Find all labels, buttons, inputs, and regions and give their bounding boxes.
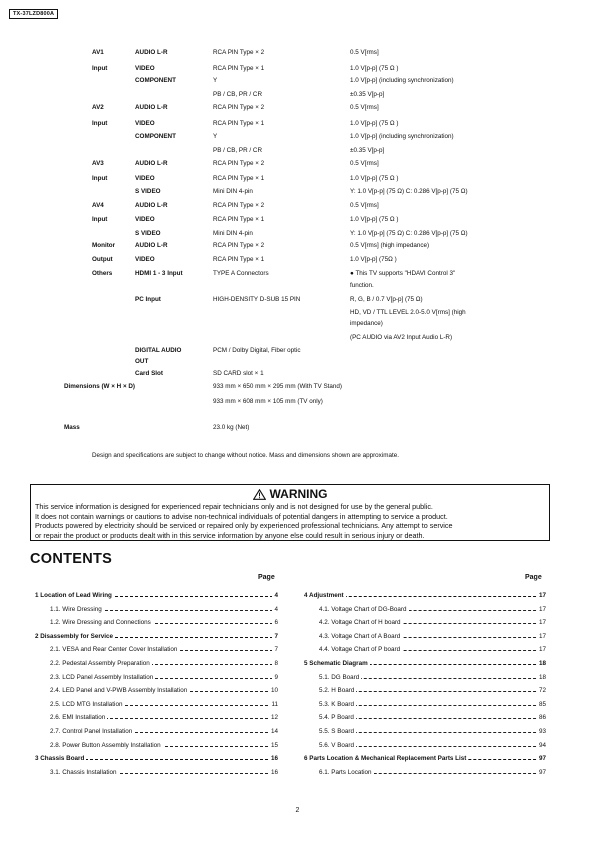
spec-group: Input [92, 120, 108, 127]
toc-entry[interactable] [50, 659, 278, 669]
spec-type: RCA PIN Type × 1 [213, 175, 265, 182]
toc-entry-title: 2.8. Power Button Assembly Installation [50, 741, 161, 749]
toc-entry-page: 12 [270, 714, 278, 722]
page-column-label-right: Page [525, 574, 542, 581]
spec-type: Mini DIN 4-pin [213, 230, 253, 237]
spec-value: 1.0 V[p-p] (including synchronization) [350, 133, 454, 140]
spec-item: VIDEO [135, 256, 155, 263]
toc-entry-title: 5.4. P Board [319, 714, 354, 722]
toc-entry-title: 1.2. Wire Dressing and Connections [50, 619, 151, 627]
spec-group: Output [92, 256, 113, 263]
spec-value: 0.5 V[rms] (high impedance) [350, 242, 430, 249]
toc-entry[interactable] [50, 618, 278, 628]
spec-value: 1.0 V[p-p] (75 Ω ) [350, 216, 399, 223]
toc-entry[interactable] [319, 632, 546, 642]
spec-group: Input [92, 216, 108, 223]
page-column-label-left: Page [258, 574, 275, 581]
toc-entry-page: 17 [538, 646, 546, 654]
toc-entry[interactable] [50, 768, 278, 778]
toc-entry[interactable] [50, 741, 278, 751]
spec-item: VIDEO [135, 120, 155, 127]
toc-entry-title: 5.2. H Board [319, 687, 355, 695]
toc-entry-page: 7 [274, 646, 278, 654]
toc-entry[interactable] [50, 713, 278, 723]
toc-entry-title: 4.4. Voltage Chart of P board [319, 646, 401, 654]
toc-entry[interactable] [319, 673, 546, 683]
toc-entry-title: 4 Adjustment [304, 592, 344, 599]
warning-title [31, 487, 549, 501]
toc-entry[interactable] [35, 632, 278, 642]
page-number: 2 [295, 807, 300, 814]
toc-entry[interactable] [50, 673, 278, 683]
spec-type: PB / CB, PR / CR [213, 91, 262, 98]
toc-entry-page: 16 [270, 755, 278, 763]
spec-item: AUDIO L-R [135, 202, 168, 209]
toc-entry-page: 8 [274, 660, 278, 667]
toc-entry-page: 9 [274, 673, 278, 681]
dimensions-value: 933 mm × 608 mm × 105 mm (TV only) [213, 398, 323, 405]
spec-value: ±0.35 V[p-p] [350, 91, 385, 98]
toc-entry[interactable] [319, 741, 546, 751]
warning-text [35, 502, 547, 540]
toc-entry-page: 14 [270, 728, 278, 735]
toc-entry-title: 2 Disassembly for Service [35, 632, 114, 640]
dimensions-label: Dimensions (W × H × D) [64, 383, 136, 390]
contents-heading: CONTENTS [30, 551, 113, 567]
warning-line: or repair the product or products dealt with in this service information by anyone else could result in serious injury or death. [35, 530, 425, 540]
toc-entry-title: 5.6. V Board [319, 741, 355, 749]
spec-value: 0.5 V[rms] [350, 160, 379, 167]
warning-line: It does not contain warnings or cautions to advise non-technical individuals of potential dangers in attempting to service a product. [35, 511, 448, 521]
toc-entry-title: 6 Parts Location & Mechanical Replacement Parts List [304, 755, 467, 763]
spec-type: RCA PIN Type × 1 [213, 65, 265, 72]
toc-entry[interactable] [35, 754, 278, 764]
spec-type: RCA PIN Type × 1 [213, 120, 265, 127]
spec-item: VIDEO [135, 216, 155, 223]
spec-type: RCA PIN Type × 2 [213, 49, 265, 56]
toc-entry-page: 15 [270, 741, 278, 749]
spec-value: function. [350, 282, 374, 289]
spec-type: RCA PIN Type × 2 [213, 104, 265, 111]
toc-entry[interactable] [319, 645, 546, 655]
spec-value: ● This TV supports "HDAVI Control 3" [350, 270, 456, 277]
toc-entry[interactable] [35, 591, 278, 601]
toc-entry[interactable] [319, 713, 546, 723]
spec-group: AV3 [92, 160, 104, 167]
dimensions-value: 933 mm × 650 mm × 295 mm (With TV Stand) [213, 383, 343, 390]
toc-entry-title: 2.3. LCD Panel Assembly Installation [50, 673, 154, 681]
toc-entry-page: 11 [271, 700, 278, 708]
spec-group: Input [92, 175, 108, 182]
spec-type: HIGH-DENSITY D-SUB 15 PIN [213, 296, 301, 303]
toc-entry[interactable] [319, 768, 546, 778]
spec-type: RCA PIN Type × 2 [213, 160, 265, 167]
spec-item: DIGITAL AUDIO [135, 347, 182, 354]
spec-group: AV1 [92, 49, 104, 56]
spec-value: 1.0 V[p-p] (including synchronization) [350, 77, 454, 84]
spec-value: 0.5 V[rms] [350, 104, 379, 111]
toc-entry-page: 4 [274, 605, 278, 613]
toc-entry-title: 1 Location of Lead Wiring [35, 592, 112, 599]
spec-type: Y [213, 133, 218, 140]
toc-entry[interactable] [319, 686, 546, 696]
toc-entry-title: 5.3. K Board [319, 700, 355, 708]
warning-box [30, 484, 550, 541]
toc-entry-title: 2.6. EMI Installation [50, 714, 106, 722]
toc-entry-page: 97 [538, 755, 546, 763]
toc-entry-page: 17 [538, 605, 546, 613]
toc-entry[interactable] [319, 727, 546, 737]
toc-entry[interactable] [319, 700, 546, 710]
spec-type: RCA PIN Type × 2 [213, 242, 265, 249]
spec-group: Monitor [92, 242, 116, 249]
toc-entry-title: 4.1. Voltage Chart of DG-Board [319, 605, 407, 613]
spec-item: COMPONENT [135, 77, 176, 84]
toc-entry[interactable] [50, 605, 278, 615]
toc-entry[interactable] [304, 591, 546, 601]
toc-entry[interactable] [50, 686, 278, 696]
spec-value: impedance) [350, 320, 383, 327]
toc-entry-page: 85 [538, 700, 546, 708]
spec-value: 1.0 V[p-p] (75 Ω ) [350, 175, 399, 182]
spec-item: S VIDEO [135, 188, 161, 195]
spec-item: HDMI 1 - 3 Input [135, 270, 183, 277]
spec-group: AV4 [92, 202, 104, 209]
spec-type: TYPE A Connectors [213, 270, 269, 277]
spec-type: RCA PIN Type × 1 [213, 216, 265, 223]
spec-value: Y: 1.0 V[p-p] (75 Ω) C: 0.286 V[p-p] (75 Ω) [350, 230, 468, 237]
spec-type: RCA PIN Type × 2 [213, 202, 265, 209]
spec-item: S VIDEO [135, 230, 161, 237]
toc-entry[interactable] [304, 754, 546, 764]
warning-line: This service information is designed for experienced repair technicians only and is not designed for use by the general public. [35, 502, 433, 511]
spec-item: COMPONENT [135, 133, 176, 140]
toc-entry-title: 4.2. Voltage Chart of H board [319, 619, 401, 627]
warning-title-text: WARNING [269, 487, 328, 501]
spec-type: SD CARD slot × 1 [213, 370, 264, 377]
toc-entry-page: 86 [538, 714, 546, 722]
spec-item: OUT [135, 358, 149, 365]
toc-entry[interactable] [50, 727, 278, 737]
spec-value: Y: 1.0 V[p-p] (75 Ω) C: 0.286 V[p-p] (75 Ω) [350, 188, 468, 195]
spec-type: PB / CB, PR / CR [213, 147, 262, 154]
toc-entry-page: 94 [538, 741, 546, 749]
spec-group: AV2 [92, 104, 104, 111]
toc-entry-title: 3 Chassis Board [35, 755, 85, 763]
toc-entry[interactable] [304, 659, 546, 669]
toc-entry-page: 17 [538, 632, 546, 640]
toc-entry-page: 4 [274, 592, 278, 599]
toc-entry-page: 18 [538, 673, 546, 681]
toc-entry-title: 2.1. VESA and Rear Center Cover Installation [50, 646, 178, 654]
spec-item: AUDIO L-R [135, 49, 168, 56]
model-number-label: TX-37LZD800A [9, 9, 58, 19]
toc-entry[interactable] [50, 700, 278, 710]
toc-entry[interactable] [319, 605, 546, 615]
spec-value: 0.5 V[rms] [350, 49, 379, 56]
toc-entry-title: 1.1. Wire Dressing [50, 605, 102, 613]
spec-value: (PC AUDIO via AV2 Input Audio L-R) [350, 334, 453, 341]
mass-label: Mass [64, 424, 80, 431]
toc-entry-title: 3.1. Chassis Installation [50, 768, 117, 776]
toc-entry-page: 97 [538, 768, 546, 776]
toc-entry-page: 7 [274, 632, 278, 640]
toc-entry-title: 2.2. Pedestal Assembly Preparation [50, 660, 150, 667]
spec-group: Others [92, 270, 113, 277]
mass-value: 23.0 kg (Net) [213, 424, 250, 431]
spec-type: PCM / Dolby Digital, Fiber optic [213, 347, 301, 354]
toc-entry-title: 5 Schematic Diagram [304, 660, 368, 667]
spec-value: 1.0 V[p-p] (75Ω ) [350, 256, 397, 263]
spec-item: PC Input [135, 296, 161, 303]
toc-entry-page: 93 [538, 728, 546, 735]
toc-entry-page: 17 [538, 619, 546, 627]
spec-value: R, G, B / 0.7 V[p-p] (75 Ω) [350, 296, 423, 303]
toc-entry-title: 5.1. DG Board [319, 673, 360, 681]
spec-value: ±0.35 V[p-p] [350, 147, 385, 154]
spec-item: VIDEO [135, 175, 155, 182]
spec-type: Y [213, 77, 218, 84]
toc-entry-page: 72 [538, 687, 546, 695]
spec-group: Input [92, 65, 108, 72]
toc-entry-title: 2.4. LED Panel and V-PWB Assembly Installation [50, 687, 188, 695]
spec-item: VIDEO [135, 65, 155, 72]
warning-line: Products powered by electricity should be serviced or repaired only by experienced professional technicians. Any attempt to service [35, 521, 453, 531]
disclaimer-text: Design and specifications are subject to change without notice. Mass and dimensions shown are approximate. [92, 452, 399, 459]
toc-entry-page: 16 [270, 768, 278, 776]
spec-value: HD, VD / TTL LEVEL 2.0-5.0 V[rms] (high [350, 309, 466, 316]
spec-value: 1.0 V[p-p] (75 Ω ) [350, 65, 399, 72]
toc-entry-title: 2.7. Control Panel Installation [50, 728, 133, 735]
toc-entry-page: 6 [274, 619, 278, 627]
toc-entry-title: 6.1. Parts Location [319, 768, 372, 776]
spec-item: AUDIO L-R [135, 242, 168, 249]
spec-type: RCA PIN Type × 1 [213, 256, 265, 263]
warning-triangle-icon [253, 489, 266, 500]
spec-item: Card Slot [135, 370, 163, 377]
toc-entry-title: 5.5. S Board [319, 728, 355, 735]
toc-entry-title: 4.3. Voltage Chart of A Board [319, 632, 401, 640]
spec-type: Mini DIN 4-pin [213, 188, 253, 195]
toc-entry-page: 10 [270, 687, 278, 695]
toc-entry-page: 18 [538, 660, 546, 667]
toc-entry[interactable] [319, 618, 546, 628]
toc-entry-title: 2.5. LCD MTG Installation [50, 700, 123, 708]
spec-value: 1.0 V[p-p] (75 Ω ) [350, 120, 399, 127]
spec-value: 0.5 V[rms] [350, 202, 379, 209]
toc-entry[interactable] [50, 645, 278, 655]
toc-entry-page: 17 [538, 592, 546, 599]
spec-item: AUDIO L-R [135, 104, 168, 111]
spec-item: AUDIO L-R [135, 160, 168, 167]
